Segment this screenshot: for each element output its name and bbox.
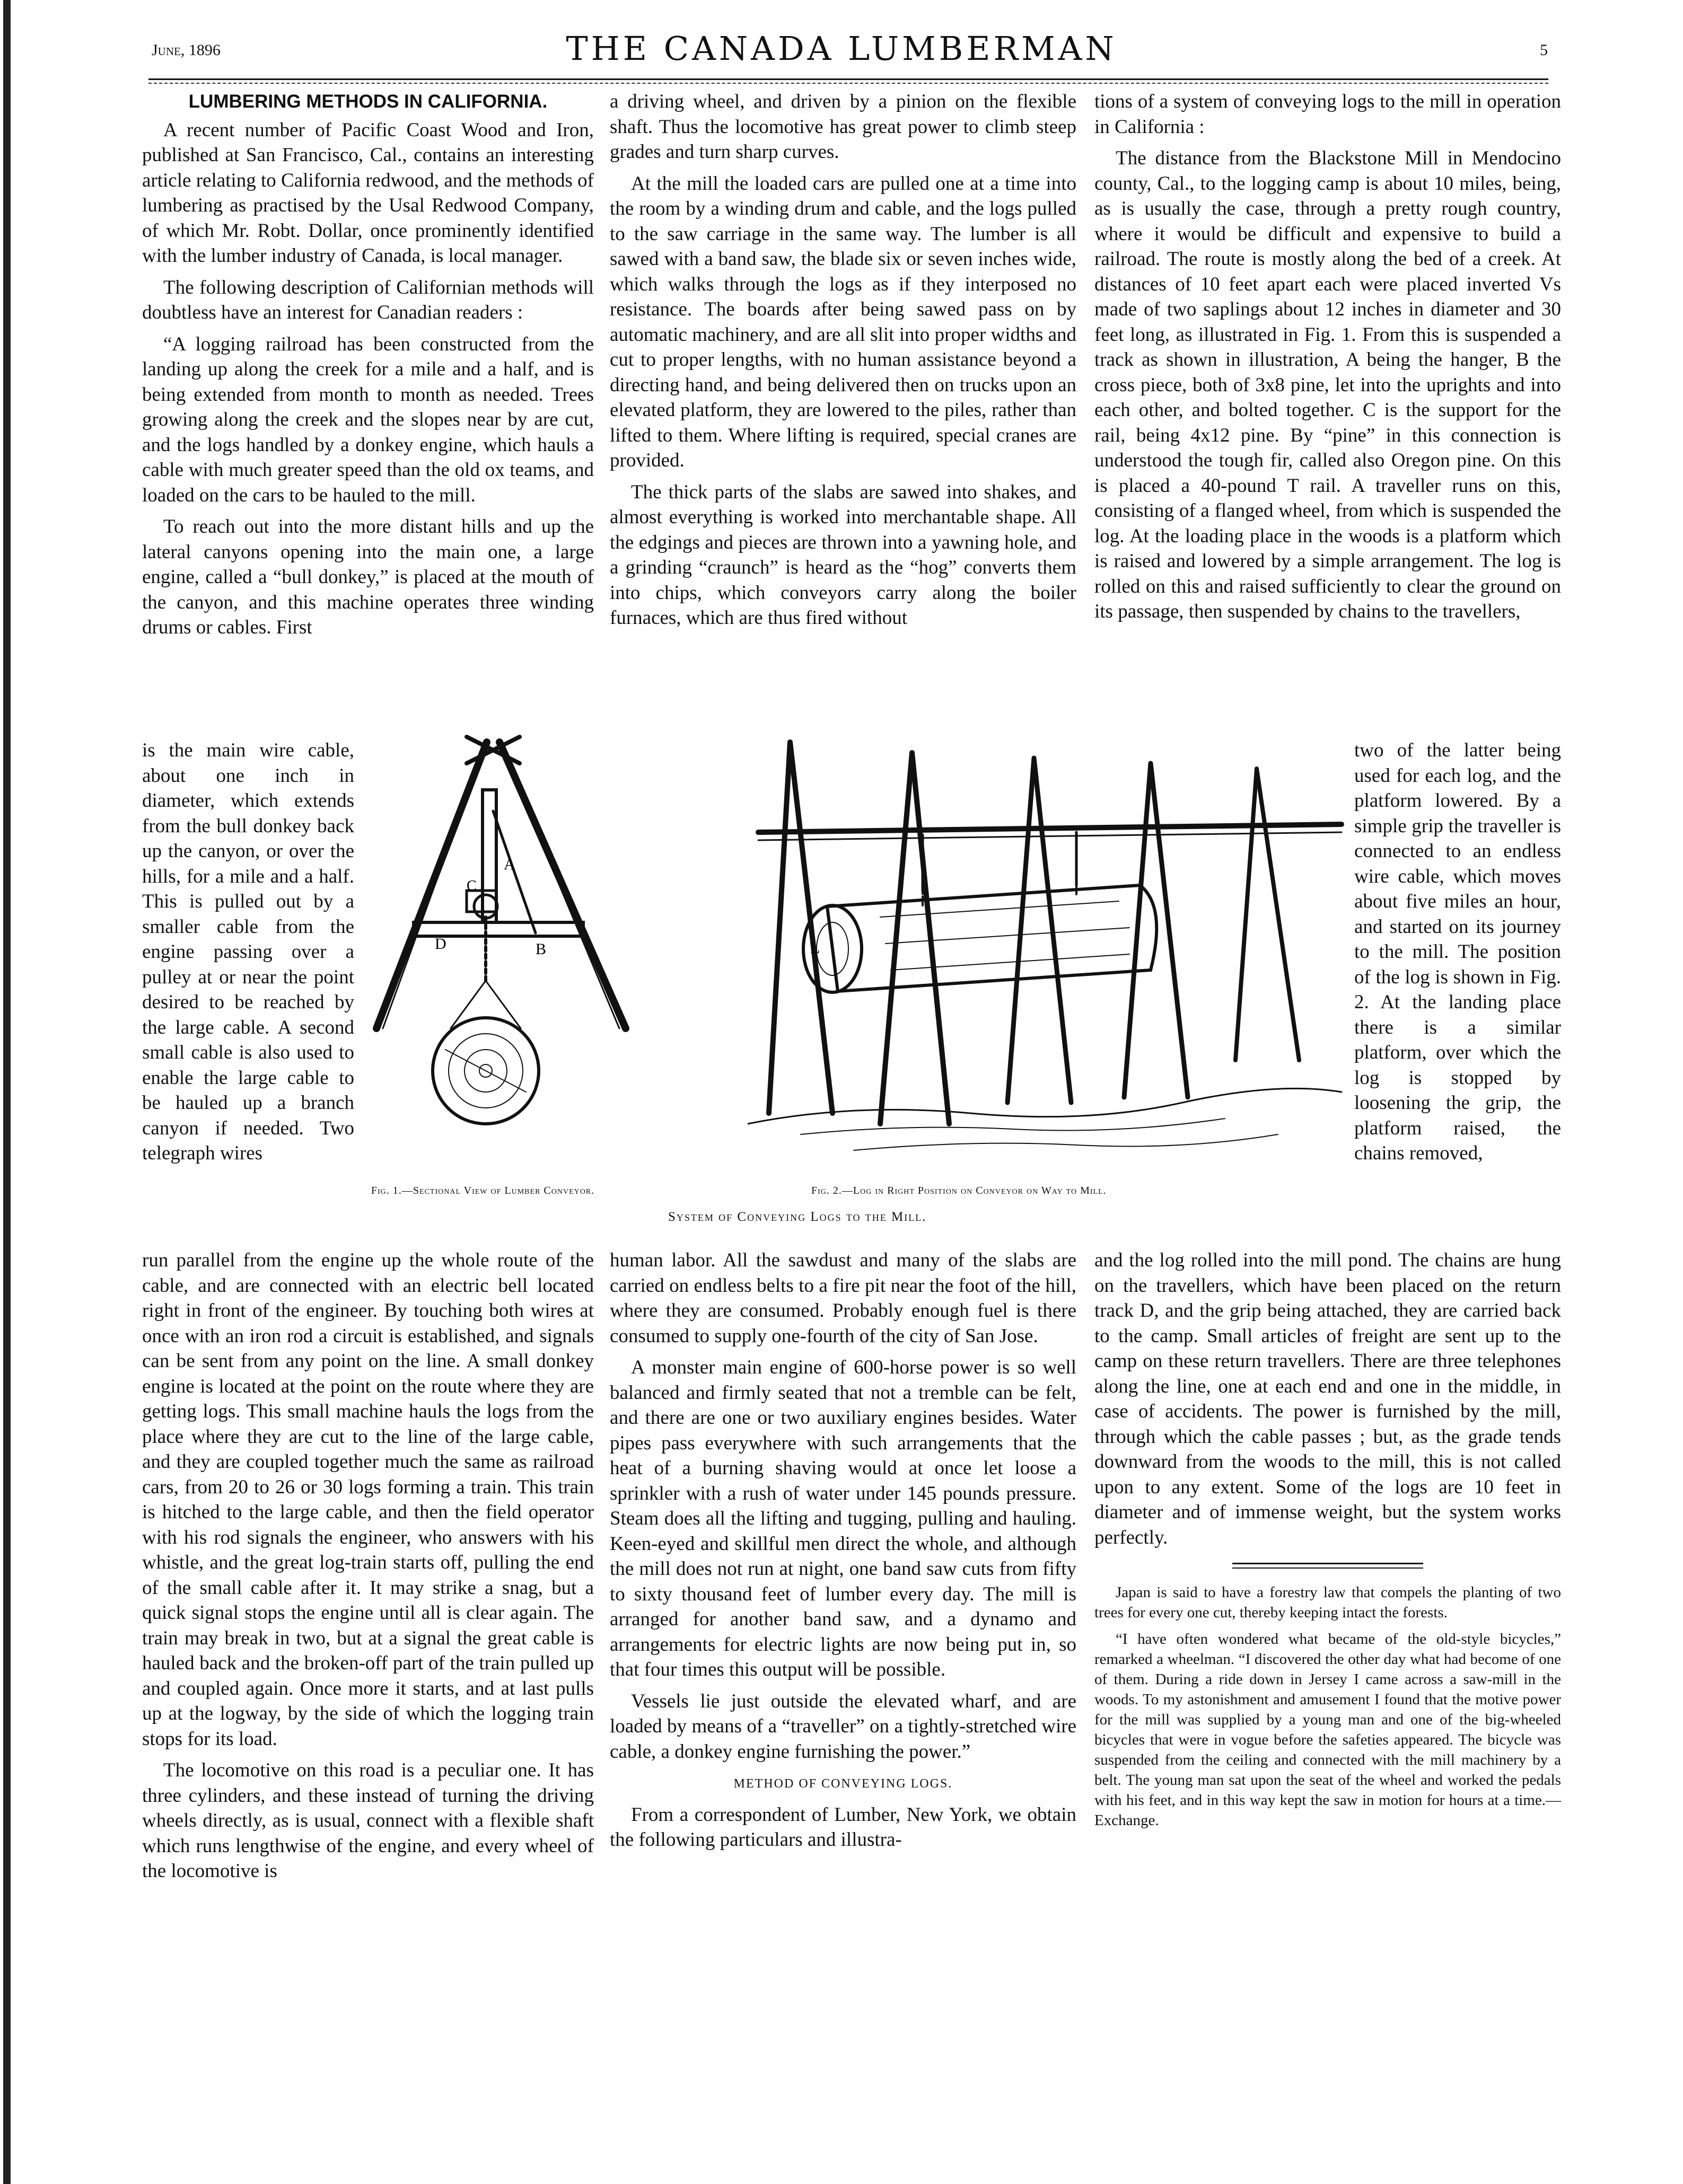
paragraph: human labor. All the sawdust and many of the slabs are carried on endless belts to a fire pit near the foot of the hill, where they are consumed. Probably enough fuel is there consumed to supply one-fourth of the city of San Jose. [610,1249,1076,1347]
header-rule [148,78,1548,80]
fig1-label-c: C [467,878,477,894]
section-divider [1232,1563,1423,1569]
paragraph: tions of a system of conveying logs to the mill in operation in California : [1094,91,1561,138]
paragraph: At the mill the loaded cars are pulled one at a time into the room by a winding drum and cable, and the logs pulled to the saw carriage in the same way. The lumber is all sawed with a band saw, the blade six or seven inches wide, which walks through the logs as if they interposed no resistance. The boards after being sawed pass on by automatic machinery, and are all slit into proper widths and cut to proper lengths, with no human assistance beyond a directing hand, and being delivered then on trucks upon an elevated platform, they are lowered to the piles, rather than lifted to them. Where lifting is required, special cranes are provided. [610,172,1076,471]
paragraph: The locomotive on this road is a peculiar one. It has three cylinders, and these instead of turning the driving wheels directly, as is usual, connect with a flexible shaft which runs lengthwise of the engine, and every wheel of the locomotive is [142,1759,594,1882]
column-1-top [142,89,594,640]
paragraph: is the main wire cable, about one inch in diameter, which extends from the bull donkey back up the canyon, or over the hills, for a mile and a half. This is pulled out by a smaller cable from the engine passing over a pulley at or near the point desired to be reached by the large cable. A second small cable is also used to enable the large cable to be hauled up a branch canyon if needed. Two telegraph wires [142,739,354,1164]
paragraph: and the log rolled into the mill pond. The chains are hung on the travellers, which have been placed on the return track D, and the grip being attached, they are carried back to the camp. Small articles of freight are sent up to the camp on these return travellers. There are three telephones along the line, one at each end and one in the middle, in case of accidents. The power is furnished by the mill, through which the cable passes ; but, as the grade tends downward from the woods to the mill, this is not called upon to any extent. Some of the logs are 10 feet in diameter and of immense weight, but the system works perfectly. [1094,1249,1561,1548]
header-dashed-rule [148,83,1548,84]
paragraph: The distance from the Blackstone Mill in Mendocino county, Cal., to the logging camp is about 10 miles, being, as is usually the case, through a pretty rough country, where it would be difficult and expensive to build a railroad. The route is mostly along the bed of a creek. At distances of 10 feet apart each were placed inverted Vs made of two saplings about 12 inches in diameter and 30 feet long, as illustrated in Fig. 1. From this is suspended a track as shown in illustration, A being the hanger, B the cross piece, both of 3x8 pine, let into the uprights and into each other, and bolted together. C is the support for the rail, being 4x12 pine. By “pine” in this connection is understood the tough fir, called also Oregon pine. On this is placed a 40-pound T rail. A traveller runs on this, consisting of a flanged wheel, from which is suspended the log. At the loading place in the woods is a platform which is raised and lowered by a simple arrangement. The log is rolled on this and raised sufficiently to clear the ground on its passage, then suspended by chains to the travellers, [1094,147,1561,622]
paragraph: Vessels lie just outside the elevated wharf, and are loaded by means of a “traveller” on a tightly-stretched wire cable, a donkey engine furnishing the power.” [610,1690,1076,1763]
article-title: LUMBERING METHODS IN CALIFORNIA. [188,91,548,112]
column-2-top [610,89,1076,631]
column-2-bottom [610,1248,1076,1853]
fig1-label-a: A [504,856,515,873]
fig1-label-d: D [435,935,446,953]
paragraph: From a correspondent of Lumber, New York, we obtain the following particulars and illustra- [610,1803,1076,1851]
page-edge-bar [3,0,11,2184]
figures-main-caption: System of Conveying Logs to the Mill. [668,1210,927,1224]
fig2-label-l: L [810,939,820,957]
masthead-title: THE CANADA LUMBERMAN [566,29,1117,68]
column-3-wrap [1354,738,1561,1166]
paragraph: The thick parts of the slabs are sawed into shakes, and almost everything is worked into merchantable shape. All the edgings and pieces are thrown into a yawning hole, and a grinding “craunch” is heard as the “hog” converts them into chips, which conveyors carry along the boiler furnaces, which are thus fired without [610,481,1076,629]
paragraph: run parallel from the engine up the whole route of the cable, and are connected with an electric bell located right in front of the engineer. By touching both wires at once with an iron rod a circuit is established, and signals can be sent from any point on the line. A small donkey engine is located at the point on the route where they are getting logs. This small machine hauls the logs from the place where they are cut to the line of the large cable, and they are coupled together much the same as railroad cars, from 20 to 26 or 30 logs forming a train. This train is hitched to the large cable, and then the field operator with his rod signals the engineer, who answers with his whistle, and the great log-train starts off, pulling the end of the small cable after it. It may strike a snag, but a quick signal stops the engine until all is clear again. The train may break in two, but at a signal the great cable is hauled back and the broken-off part of the train pulled up and coupled again. Once more it starts, and at last pulls up at the logway, by the side of which the logging train stops for its load. [142,1249,594,1750]
paragraph: A monster main engine of 600-horse power is so well balanced and firmly seated that not a tremble can be felt, and there are one or two auxiliary engines besides. Water pipes pass everywhere with such arrangements that the heat of a burning shaving would at once let loose a sprinkler with a rush of water under 145 pounds pressure. Steam does all the lifting and tugging, pulling and hauling. Keen-eyed and skillful men direct the whole, and although the mill does not run at night, one band saw cuts from fifty to sixty thousand feet of lumber every day. The mill is arranged for another band saw, and a dynamo and arrangements for electric lights are now being put in, so that four times this output will be possible. [610,1357,1076,1680]
figure-1-caption: Fig. 1.—Sectional View of Lumber Conveyor. [371,1185,595,1196]
column-1-wrap [142,738,354,1166]
column-3-bottom [1094,1248,1561,1830]
paragraph: To reach out into the more distant hills and up the lateral canyons opening into the main one, a large engine, called a “bull donkey,” is placed at the mouth of the canyon, and this machine operates three winding drums or cables. First [142,516,594,638]
paragraph: A recent number of Pacific Coast Wood and Iron, published at San Francisco, Cal., contains an interesting article relating to California redwood, and the methods of lumbering as practised by the Usal Redwood Company, of which Mr. Robt. Dollar, once prominently identified with the lumber industry of Canada, is local manager. [142,119,594,267]
issue-date: June, 1896 [152,41,221,59]
fig1-label-b: B [536,940,547,958]
paragraph: The following description of Californian methods will doubtless have an interest for Canadian readers : [142,276,594,323]
news-note: “I have often wondered what became of the old-style bicycles,” remarked a wheelman. “I discovered the other day what had become of one of them. During a ride down in Jersey I came across a saw-mill in the woods. To my astonishment and amusement I found that the motive power for the mill was supplied by a young man and one of the big-wheeled bicycles that were in vogue before the safeties appeared. The bicycle was suspended from the ceiling and connected with the mill machinery by a belt. The young man sat upon the seat of the wheel and worked the pedals with his feet, and in this way kept the saw in motion for hours at a time.—Exchange. [1094,1631,1561,1829]
figure-1-sectional-view [361,732,636,1172]
figure-2-log-on-conveyor [748,732,1347,1172]
paragraph: a driving wheel, and driven by a pinion on the flexible shaft. Thus the locomotive has great power to climb steep grades and turn sharp curves. [610,91,1076,163]
figure-2-caption: Fig. 2.—Log in Right Position on Conveyor on Way to Mill. [811,1185,1107,1196]
page-number: 5 [1540,41,1548,59]
section-subhead: METHOD OF CONVEYING LOGS. [733,1777,953,1791]
paragraph: two of the latter being used for each log, and the platform lowered. By a simple grip the traveller is connected to an endless wire cable, which moves about five miles an hour, and started on its journey to the mill. The position of the log is shown in Fig. 2. At the landing place there is a similar platform, over which the log is stopped by loosening the grip, the platform raised, the chains removed, [1354,739,1561,1164]
column-3-top [1094,89,1561,624]
news-note: Japan is said to have a forestry law that compels the planting of two trees for every one cut, thereby keeping intact the forests. [1094,1584,1561,1621]
column-1-bottom [142,1248,594,1884]
paragraph: “A logging railroad has been constructed from the landing up along the creek for a mile and a half, and is being extended from month to month as needed. Trees growing along the creek and the slopes near by are cut, and the logs handled by a donkey engine, which hauls a cable with much greater speed than the old ox teams, and loaded on the cars to be hauled to the mill. [142,333,594,506]
